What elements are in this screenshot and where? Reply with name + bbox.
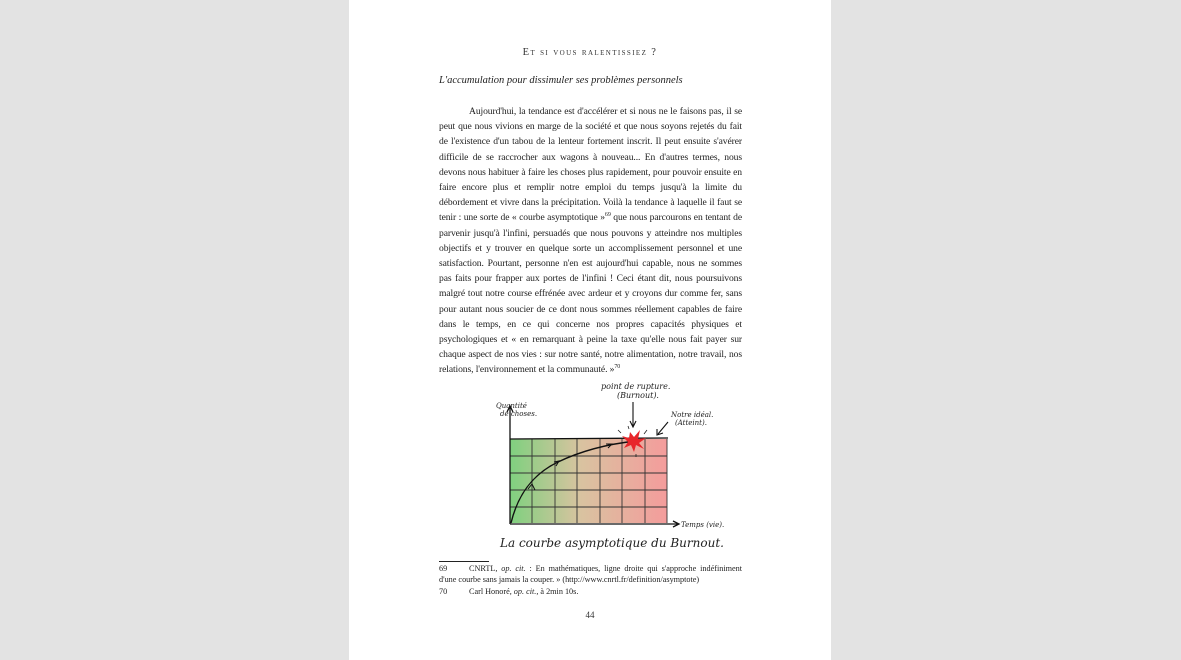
footnote-ref-70[interactable]: 70 (614, 364, 621, 371)
section-title: L'accumulation pour dissimuler ses problèmes personnels (439, 75, 683, 86)
asymptotic-curve-figure (488, 374, 728, 559)
annotation-arrows (630, 402, 668, 435)
footnote-ref-69[interactable]: 69 (604, 212, 611, 219)
footnote-70: 70 Carl Honoré, op. cit., à 2min 10s. (439, 587, 579, 596)
footnote-69: 69 CNRTL, op. cit. : En mathématiques, ligne droite qui s'approche indéfiniment d'une courbe sans jamais la couper. » (http://www.cnrtl.fr/definition/asymptote) (439, 564, 742, 584)
gradient-area (510, 439, 667, 523)
y-axis-label: Quantité de choses. (496, 402, 538, 418)
footnote-divider (439, 561, 489, 562)
book-page (349, 0, 831, 660)
body-text-part2: que nous parcourons en tentant de parvenir jusqu'à l'infini, persuadés que nous pouvons y atteindre nos multiples objectifs et y trouver en quelque sorte un accomplissement personnel et une satisfaction. Pourtant, personne n'en est aujourd'hui capable, nous ne sommes pas faits pour frapper aux portes de l'infini ! Ceci étant dit, nous poursuivons malgré tout notre course effrénée avec ardeur et y croyons dur comme fer, sans pour autant nous soucier de ce dont nous sommes réellement capables de faire dans le temps, en ce qui concerne nos propres capacités physiques et psychologiques et « en remarquant à peine la taxe qu'elle nous fait payer sur chaque aspect de nos vies : sur notre santé, notre alimentation, notre travail, nos relations, l'environnement et la communauté. » (439, 212, 742, 376)
footnotes (439, 564, 742, 600)
figure-caption: La courbe asymptotique du Burnout. (500, 536, 724, 550)
annotation-rupture: point de rupture. (Burnout). (601, 382, 671, 400)
running-head: Et si vous ralentissiez ? (522, 47, 658, 58)
body-text-part1: Aujourd'hui, la tendance est d'accélérer et si nous ne le faisons pas, il se peut que nous vivions en marge de la société et que nous soyons rejetés du fait de l'existence d'un tabou de la lenteur fortement inscrit. Il peut ensuite s'avérer difficile de se raccrocher aux wagons à nouveau... En d'autres termes, nous devons nous habituer à faire les choses plus rapidement, pour pouvoir ensuite en faire encore plus et remplir notre emploi du temps jusqu'à la limite du débordement et vivre dans la précipitation. Voilà la tendance à laquelle il faut se tenir : une sorte de « courbe asymptotique » (439, 106, 742, 224)
body-paragraph (439, 104, 742, 378)
annotation-ideal: Notre idéal. (Atteint). (671, 411, 714, 427)
page-number: 44 (585, 610, 595, 620)
x-axis-label: Temps (vie). (681, 521, 725, 529)
